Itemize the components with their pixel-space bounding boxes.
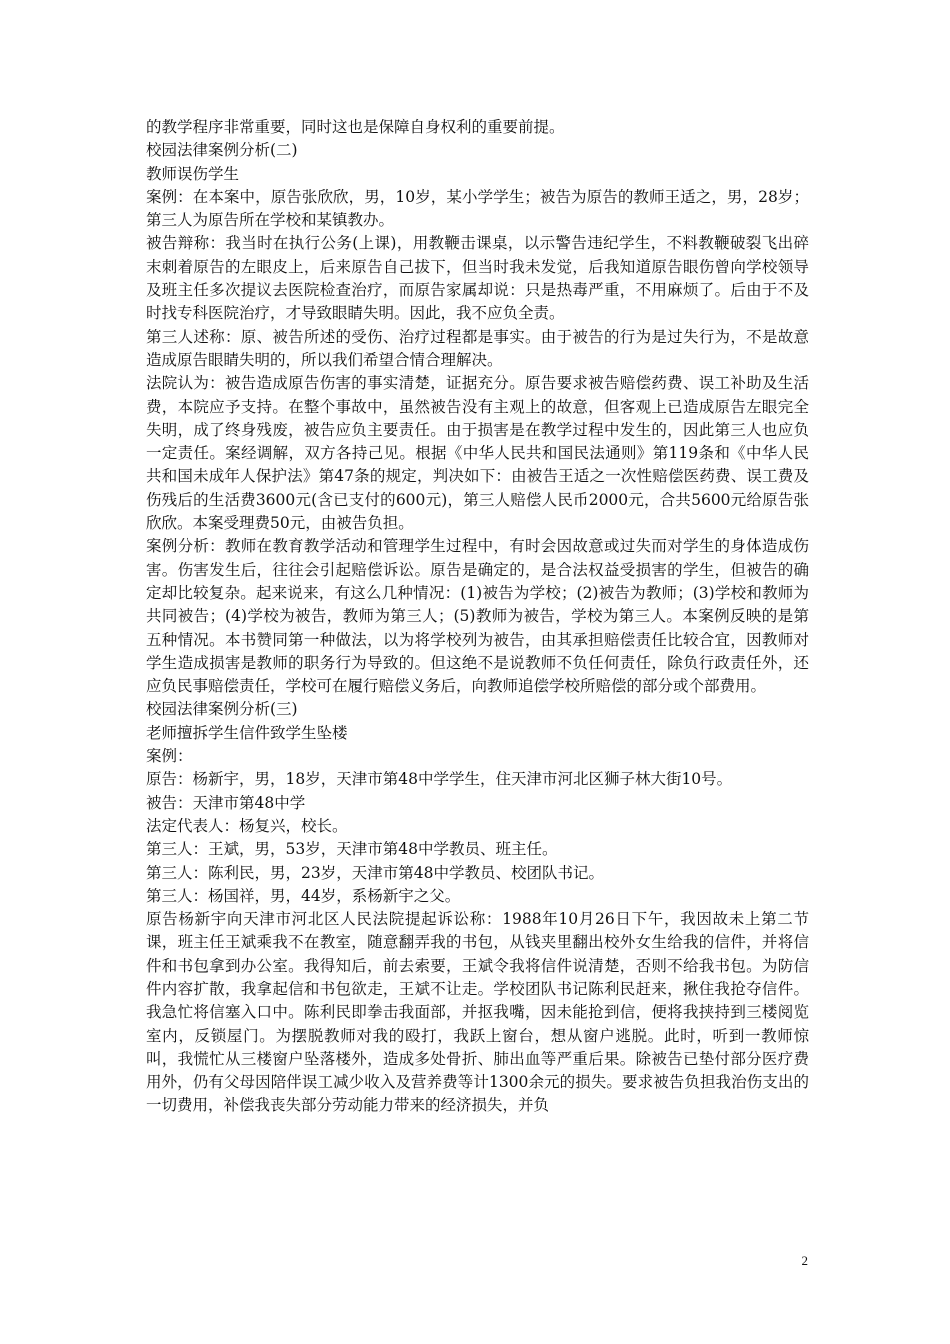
section-heading-case-2: 校园法律案例分析(二) — [146, 141, 298, 160]
paragraph-continuation: 的教学程序非常重要，同时这也是保障自身权利的重要前提。 — [146, 118, 565, 136]
party-third-yang-guoxiang: 第三人：杨国祥，男，44岁，系杨新宇之父。 — [146, 886, 461, 905]
party-third-chen-limin: 第三人：陈利民，男，23岁，天津市第48中学教员、校团队书记。 — [146, 863, 604, 882]
party-defendant: 被告：天津市第48中学 — [146, 793, 306, 812]
case-title-teacher-injury: 教师误伤学生 — [146, 164, 240, 183]
paragraph-third-party-statement: 第三人述称：原、被告所述的受伤、治疗过程都是事实。由于被告的行为是过失行为，不是故意造成原告眼睛失明的，所以我们希望合情合理解决。 — [146, 327, 809, 369]
case-label: 案例： — [146, 747, 193, 766]
party-legal-representative: 法定代表人：杨复兴，校长。 — [146, 816, 348, 835]
party-plaintiff: 原告：杨新宇，男，18岁，天津市第48中学学生，住天津市河北区狮子林大街10号。 — [146, 770, 733, 789]
paragraph-defendant-statement: 被告辩称：我当时在执行公务(上课)，用教鞭击课桌，以示警告违纪学生，不料教鞭破裂飞出碎末刺着原告的左眼皮上，后来原告自己拔下，但当时我未发觉，后我知道原告眼伤曾向学校领导及班主任多次提议去医院检查治疗，而原告家属却说：只是热毒严重，不用麻烦了。后由于不及时找专科医院治疗，才导致眼睛失明。因此，我不应负全责。 — [146, 234, 809, 323]
paragraph-court-opinion: 法院认为：被告造成原告伤害的事实清楚，证据充分。原告要求被告赔偿药费、误工补助及生活费，本院应予支持。在整个事故中，虽然被告没有主观上的故意，但客观上已造成原告左眼完全失明，成了终身残废，被告应负主要责任。由于损害是在教学过程中发生的，因此第三人也应负一定责任。案经调解，双方各持己见。根据《中华人民共和国民法通则》第119条和《中华人民共和国未成年人保护法》第47条的规定，判决如下：由被告王适之一次性赔偿医药费、误工费及伤残后的生活费3600元(含已支付的600元)，第三人赔偿人民币2000元，合共5600元给原告张欣欣。本案受理费50元，由被告负担。 — [146, 374, 809, 533]
page-number: 2 — [801, 1253, 808, 1268]
document-body — [146, 116, 809, 1118]
party-third-wang-bin: 第三人：王斌，男，53岁，天津市第48中学教员、班主任。 — [146, 840, 558, 859]
paragraph-case-analysis: 案例分析：教师在教育教学活动和管理学生过程中，有时会因故意或过失而对学生的身体造成伤害。伤害发生后，往往会引起赔偿诉讼。原告是确定的，是合法权益受损害的学生，但被告的确定却比较复杂。起来说来，有这么几种情况：(1)被告为学校；(2)被告为教师；(3)学校和教师为共同被告；(4)学校为被告，教师为第三人；(5)教师为被告，学校为第三人。本案例反映的是第五种情况。本书赞同第一种做法，以为将学校列为被告，由其承担赔偿责任比较合宜，因教师对学生造成损害是教师的职务行为导致的。但这绝不是说教师不负任何责任，除负行政责任外，还应负民事赔偿责任，学校可在履行赔偿义务后，向教师追偿学校所赔偿的部分或个部费用。 — [146, 537, 809, 696]
paragraph-case-facts: 案例：在本案中，原告张欣欣，男，10岁，某小学学生；被告为原告的教师王适之，男，28岁；第三人为原告所在学校和某镇教办。 — [146, 187, 809, 230]
section-heading-case-3: 校园法律案例分析(三) — [146, 700, 298, 719]
case-title-letter-opening: 老师擅拆学生信件致学生坠楼 — [146, 723, 348, 742]
paragraph-plaintiff-claim: 原告杨新宇向天津市河北区人民法院提起诉讼称：1988年10月26日下午，我因故未上第二节课，班主任王斌乘我不在教室，随意翻弄我的书包，从钱夹里翻出校外女生给我的信件，并将信件和书包拿到办公室。我得知后，前去索要，王斌令我将信件说清楚，否则不给我书包。为防信件内容扩散，我拿起信和书包欲走，王斌不让走。学校团队书记陈利民赶来，揪住我抢夺信件。我急忙将信塞入口中。陈利民即拳击我面部，并抠我嘴，因未能抢到信，便将我挟持到三楼阅览室内，反锁屋门。为摆脱教师对我的殴打，我跃上窗台，想从窗户逃脱。此时，听到一教师惊叫，我慌忙从三楼窗户坠落楼外，造成多处骨折、肺出血等严重后果。除被告已垫付部分医疗费用外，仍有父母因陪伴误工减少收入及营养费等计1300余元的损失。要求被告负担我治伤支出的一切费用，补偿我丧失部分劳动能力带来的经济损失，并负 — [146, 910, 809, 1115]
